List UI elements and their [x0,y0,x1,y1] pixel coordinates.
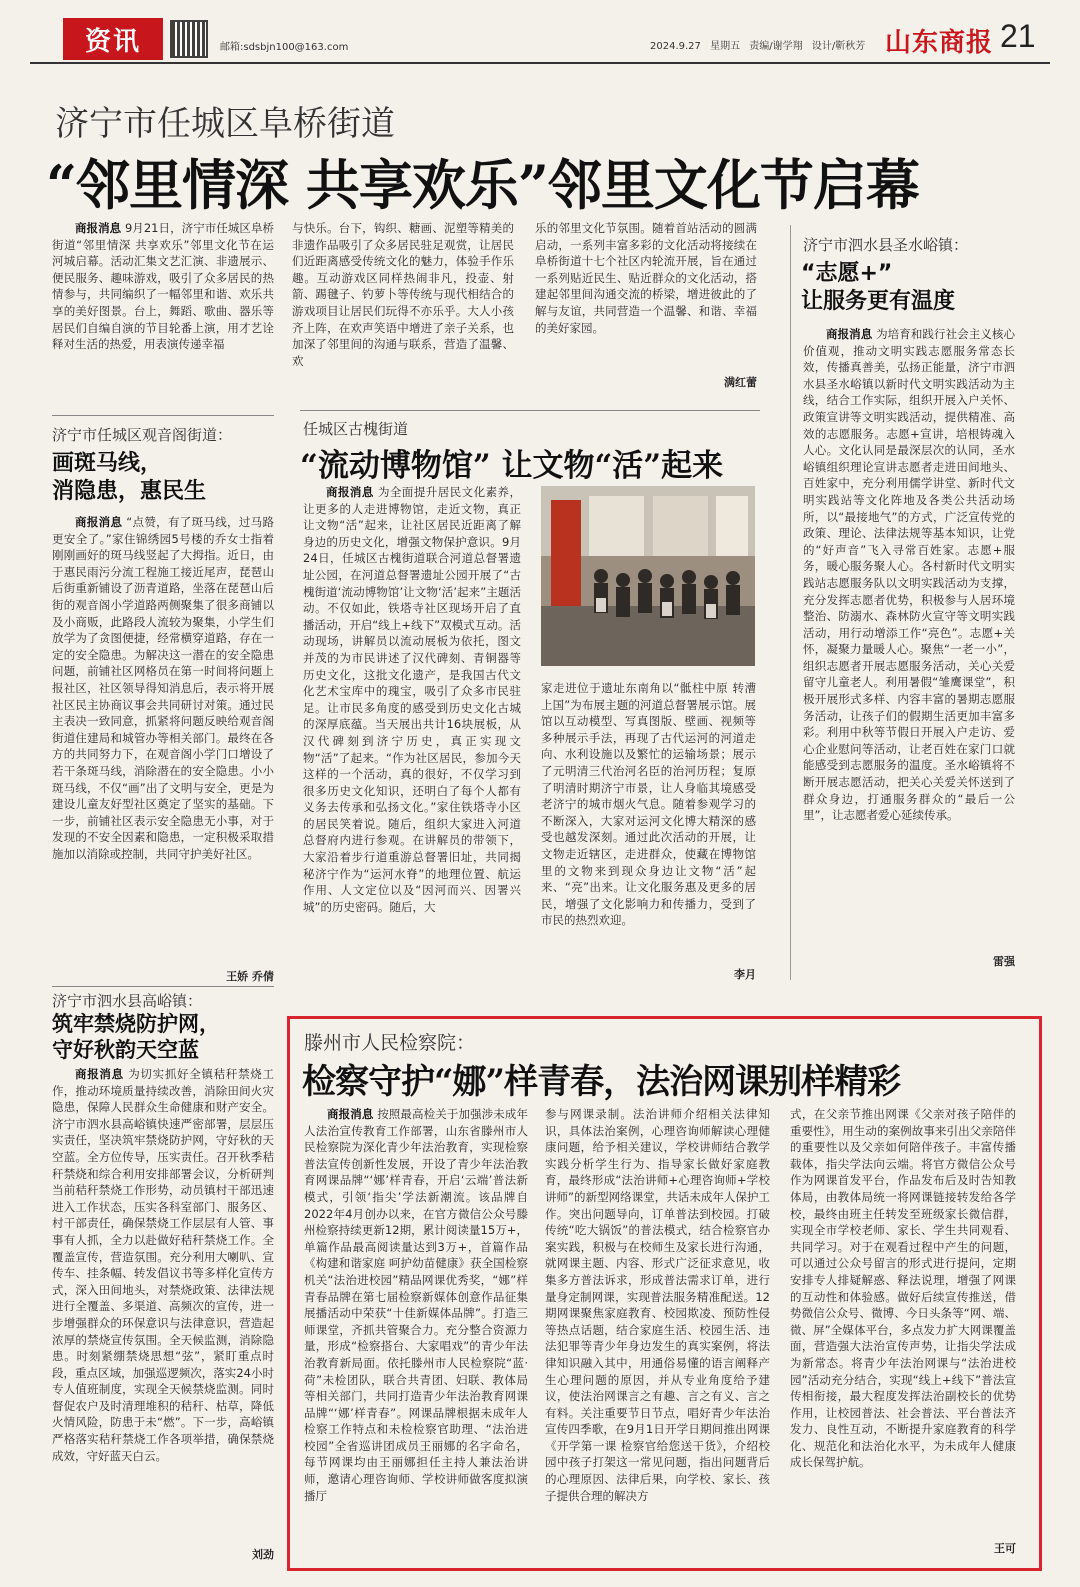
lead-column-2 [292,220,514,400]
procuratorate-text-1: 按照最高检关于加强涉未成年人法治宣传教育工作部署，山东省滕州市人民检察院为深化青少年法治教育，实现检察普法宣传创新性发展，开设了青少年法治教育网课品牌“‘娜’样青春，开启‘云端’普法新模式，引领‘指尖’学法新潮流。该品牌自2022年4月创办以来，在官方微信公众号滕州检察持续更新12期，累计阅读量15万+，单篇作品最高阅读量达到3万+，首篇作品《构建和谐家庭 呵护幼苗健康》获全国检察机关“法治进校园”精品网课优秀奖，“娜”样青春品牌在第七届检察新媒体创意作品征集展播活动中荣获“十佳新媒体品牌”。打造三师课堂，齐抓共管聚合力。充分整合资源力量，形成“检察搭台、大家唱戏”的青少年法治教育新局面。依托滕州市人民检察院“蓝·荷”未检团队，联合共青团、妇联、教体局等相关部门，共同打造青少年法治教育网课品牌“‘娜’样青春”。网课品牌根据未成年人检察工作特点和未检检察官助理、“法治进校园”全省巡讲团成员王丽娜的名字命名，每节网课均由王丽娜担任主持人兼法治讲师，邀请心理咨询师、学校讲师做客度拟演播厅 [304,1107,528,1503]
designer-credit: 设计/靳秋芳 [811,41,866,52]
procuratorate-title: 检察守护“娜”样青春，法治网课别样精彩 [302,1062,901,1102]
zebra-author: 王娇 乔倩 [226,970,274,983]
procuratorate-text-3: 式，在父亲节推出网课《父亲对孩子陪伴的重要性》，用生动的案例故事来引出父亲陪伴的重要性以及父亲如何陪伴孩子。丰富传播载体，指尖学法向云端。将官方微信公众号作为网课首发平台，作品发布后及时告知教体局，由教体局统一将网课链接转发给各学校，最终由班主任转发至班级家长微信群，实现全市学校老师、家长、学生共同观看、共同学习。对于在观看过程中产生的问题，可以通过公众号留言的形式进行提问，定期安排专人排疑解惑、释法说理，增强了网课的互动性和体验感。做好后续宣传推送，借势微信公众号、微博、今日头条等“网、端、微、屏”全媒体平台，多点发力扩大网课覆盖面，营造强大法治宣传声势，让指尖学法成为新常态。将青少年法治网课与“法治进校园”活动充分结合，实现“线上+线下”普法宣传相衔接，最大程度发挥法治副校长的优势作用，让校园普法、社会普法、平台普法齐发力、良性互动，不断提升家庭教育的科学化、规范化和法治化水平，为未成年人健康成长保驾护航。 [790,1107,1016,1470]
museum-text-2: 家走进位于遗址东南角以“骶柱中原 转漕上国”为布展主题的河道总督署展示馆。展馆以互动模型、写真图版、壁画、视频等多种展示手法，再现了古代运河的河道走向、水利设施以及繁忙的运输场景；展示了元明清三代治河名臣的治河历程；复原了明清时期济宁市景，让人身临其境感受老济宁的城市烟火气息。随着参观学习的不断深入，大家对运河文化博大精深的感受也越发深刻。通过此次活动的开展，让文物走近辖区，走进群众，使藏在博物馆里的文物来到现众身边让文物“活”起来、“亮”出来。让文化服务惠及更多的居民，增强了文化影响力和传播力，受到了市民的热烈欢迎。 [541,681,756,928]
fire-title-1: 筑牢禁烧防护网， [52,1012,220,1036]
lead-author: 满红蕾 [724,376,757,389]
fire-author: 刘劲 [252,1548,274,1561]
group-photo-icon [541,486,755,666]
issue-date: 2024.9.27 [650,41,701,52]
zebra-source: 商报消息 [75,515,123,529]
procuratorate-column-1 [304,1106,528,1556]
editor-credit: 责编/谢学翔 [749,41,803,52]
volunteer-kicker: 济宁市泗水县圣水峪镇： [803,236,969,254]
volunteer-source: 商报消息 [826,327,873,341]
lead-text-3: 乐的邻里文化节氛围。随着首站活动的圆满启动，一系列丰富多彩的文化活动将接续在阜桥街道十七个社区内轮流开展，旨在通过一系列贴近民生、贴近群众的文化活动，搭建起邻里间沟通交流的桥梁，增进彼此的了解与友谊，共同营造一个温馨、和谐、幸福的美好家园。 [535,221,757,335]
header-rule [30,62,1050,64]
procuratorate-column-2 [545,1106,770,1556]
zebra-body [52,514,274,964]
volunteer-title-2: 让服务更有温度 [801,289,956,314]
issue-weekday: 星期五 [710,41,741,52]
volunteer-body [803,326,1015,936]
procuratorate-kicker: 滕州市人民检察院： [304,1032,476,1054]
museum-top-rule [300,410,760,411]
section-label: 资讯 [84,26,141,57]
museum-source: 商报消息 [326,485,374,499]
fire-top-rule [52,986,274,987]
zebra-title-1: 画斑马线， [52,451,163,476]
lead-column-1 [52,220,274,400]
qr-code-icon [170,20,208,58]
lead-kicker: 济宁市任城区阜桥街道 [55,104,395,144]
museum-column-2 [541,680,756,965]
fire-text: 为切实抓好全镇秸秆禁烧工作，推动环境质量持续改善，消除田间火灾隐患，保障人民群众生命健康和财产安全。济宁市泗水县高峪镇快速严密部署，层层压实责任，坚决筑牢禁烧防护网，守好秋的天空蓝。全方位传导，压实责任。召开秋季秸秆禁烧和综合利用安排部署会议，分析研判当前秸秆禁烧工作形势，动员镇村干部迅速进入工作状态，压实各科室部门、服务区、村干部责任，确保禁烧工作层层有人管、事事有人抓，全力以赴做好秸秆禁烧工作。全覆盖宣传，营造氛围。充分利用大喇叭、宣传车、挂条幅、转发倡议书等多样化宣传方式，深入田间地头，对禁烧政策、法律法规进行全覆盖、多渠道、高频次的宣传，进一步增强群众的环保意识与法律意识，营造起浓厚的禁烧宣传氛围。全天候监测，消除隐患。时刻紧绷禁烧思想“弦”，紧盯重点时段，重点区域，加强巡逻频次，落实24小时专人值班制度，实现全天候禁烧监测。同时督促农户及时清理堆积的秸秆、枯草，降低火情风险，防患于未“燃”。下一步，高峪镇严格落实秸秆禁烧工作各项举措，确保禁烧成效，守好蓝天白云。 [52,1067,274,1463]
procuratorate-text-2: 参与网课录制。法治讲师介绍相关法律知识，具体法治案例，心理咨询师解读心理健康问题，给予相关建议，学校讲师结合教学实践分析学生行为、指导家长做好家庭教育，最终形成“法治讲师+心理咨询师+学校讲师”的新型网络课堂，共话未成年人保护工作。突出问题导向，订单普法到校园。打破传统“吃大锅饭”的普法模式，结合检察官办案实践，积极与在校师生及家长进行沟通，就网课主题、内容、形式广泛征求意见，收集多方普法诉求，形成普法需求订单，进行量身定制网课，实现普法服务精准配送。12期网课聚焦家庭教育、校园欺凌、预防性侵等热点话题，结合家庭生活、校园生活、违法犯罪等青少年身边发生的真实案例，将法律知识融入其中，用通俗易懂的语言阐释产生心理问题的原因，并从专业角度给予建议，使法治网课言之有趣、言之有义、言之有料。关注重要节日节点，唱好青少年法治宣传四季歌，在9月1日开学日期间推出网课《开学第一课 检察官给您送干货》，介绍校园中孩子打架这一常见问题，指出问题背后的心理原因、法律后果，向学校、家长、孩子提供合理的解决方 [545,1107,770,1503]
museum-author: 李月 [734,968,756,981]
museum-text-1: 为全面提升居民文化素养，让更多的人走进博物馆，走近文物，真正让文物“活”起来，让社区居民近距离了解身边的历史文化，增强文物保护意识。9月24日，任城区古槐街道联合河道总督署遗址公园，在河道总督署遗址公园开展了“古槐街道‘流动博物馆’让文物‘活’起来”主题活动。不仅如此，铁塔寺社区现场开启了直播活动，开启“线上+线下”双模式互动。活动现场，讲解员以流动展板为依托，图文并茂的为市民讲述了汉代碑刻、青铜器等历史文化，这批文化遗产，是我国古代文化艺术宝库中的瑰宝，吸引了众多市民驻足。让市民多角度的感受到历史文化古城的深厚底蕴。当天展出共计16块展板，从汉代碑刻到济宁历史，真正实现文物“活”了起来。“作为社区居民，参加今天这样的一个活动，真的很好，不仅学习到很多历史文化知识，还明白了每个人都有义务去传承和弘扬文化。”家住铁塔寺小区的居民笑着说。随后，组织大家进入河道总督府内进行参观。在讲解员的带领下，大家沿着步行道重游总督署旧址，共同揭秘济宁作为“运河水脊”的地理位置、航运作用、人文定位以及“因河而兴、因署兴城”的历史密码。随后，大 [303,485,521,914]
museum-photo [541,486,755,666]
fire-kicker: 济宁市泗水县高峪镇： [52,992,203,1010]
lead-column-3 [535,220,757,370]
procuratorate-author: 王可 [994,1542,1016,1555]
page-header [30,18,1050,60]
section-badge [63,18,163,60]
zebra-text: “点赞，有了斑马线，过马路更安全了。”家住锦绣园5号楼的乔女士指着刚刚画好的斑马线竖起了大拇指。近日，由于惠民雨污分流工程施工接近尾声，琵琶山后街重新铺设了沥青道路，坐落在琵琶山后街的观音阁小学道路两侧聚集了很多商铺以及小商贩，此路段人流较为聚集，小学生们放学为了贪图便捷，经常横穿道路，存在一定的安全隐患。为解决这一潜在的安全隐患问题，前铺社区网格员在第一时间将问题上报社区，社区领导得知消息后，表示将开展社区民主协商议事会共同研讨对策。通过民主表决一致同意，抓紧将问题反映给观音阁街道住建局和城管办等相关部门。最终在各方的共同努力下，在观音阁小学门口增设了若干条斑马线，消除潜在的安全隐患。小小斑马线，不仅“画”出了文明与安全，更是为建设儿童友好型社区奠定了坚实的基础。下一步，前铺社区表示安全隐患无小事，对于发现的不安全因素和隐患，一定积极采取措施加以消除或控制，共同守护美好社区。 [52,515,274,861]
volunteer-title-1: “志愿+” [801,261,893,286]
lead-text-1: 9月21日，济宁市任城区阜桥街道“邻里情深 共享欢乐”邻里文化节在运河城启幕。活动汇集文艺汇演、非遗展示、便民服务、趣味游戏，吸引了众多居民的热情参与，共同编织了一幅邻里和谐、欢乐共享的美好图景。台上，舞蹈、歌曲、器乐等居民们自编自演的节目轮番上演，用才艺诠释对生活的热爱，用表演传递幸福 [52,221,274,352]
lead-text-2: 与快乐。台下，钩织、糖画、泥塑等精美的非遗作品吸引了众多居民驻足观赏，让居民们近距离感受传统文化的魅力，体验手作乐趣。互动游戏区同样热闹非凡，投壶、射箭、踢毽子、钓萝卜等传统与现代相结合的游戏项目让居民们玩得不亦乐乎。大人小孩齐上阵，在欢声笑语中增进了亲子关系，也加深了邻里间的沟通与联系，营造了温馨、欢 [292,221,514,368]
volunteer-author: 雷强 [993,955,1015,968]
fire-body [52,1066,274,1536]
museum-title: “流动博物馆” 让文物“活”起来 [300,448,724,484]
lead-title: “邻里情深 共享欢乐”邻里文化节启幕 [46,153,919,217]
museum-kicker: 任城区古槐街道 [303,420,409,438]
volunteer-divider [790,225,791,980]
fire-title-2: 守好秋韵天空蓝 [52,1038,199,1062]
paper-name-logo: 山东商报 [885,28,994,58]
museum-column-1 [303,484,521,989]
procuratorate-source: 商报消息 [327,1107,374,1121]
zebra-kicker: 济宁市任城区观音阁街道： [52,426,233,444]
fire-source: 商报消息 [75,1067,124,1081]
zebra-title-2: 消隐患，惠民生 [52,479,207,504]
page-number: 21 [1000,18,1036,54]
lead-source: 商报消息 [75,221,122,235]
zebra-top-rule [52,415,274,416]
header-email: 邮箱:sdsbjn100@163.com [220,42,349,53]
header-meta [650,37,865,52]
procuratorate-column-3 [790,1106,1016,1536]
volunteer-text: 为培育和践行社会主义核心价值观，推动文明实践志愿服务常态长效，传播真善美，弘扬正能量，济宁市泗水县圣水峪镇以新时代文明实践活动为主线，结合工作实际，组织开展入户关怀、政策宣讲等文明实践活动，提供精准、高效的志愿服务。志愿+宣讲，培根铸魂入人心。文化认同是最深层次的认同，圣水峪镇组织理论宣讲志愿者走进田间地头、百姓家中，充分利用儒学讲堂、新时代文明实践站等文化阵地及各类公共活动场所，以“最接地气”的方式，广泛宣传党的政策、理论、法律法规等基本知识，让党的“好声音”飞入寻常百姓家。志愿+服务，暖心服务聚人心。各村新时代文明实践站志愿服务队以文明实践活动为支撑，充分发挥志愿者优势，积极参与人居环境整治、防溺水、森林防火宣守等文明实践活动，用行动增添工作“亮色”。志愿+关怀，凝聚力量暖人心。聚焦“一老一小”，组织志愿者开展志愿服务活动，关心关爱留守儿童老人。利用暑假“雏鹰课堂”，积极开展形式多样、内容丰富的暑期志愿服务活动，让孩子们的假期生活更加丰富多彩。利用中秋等节假日开展入户走访、爱心企业慰问等活动，让老百姓在家门口就能感受到志愿服务的温度。圣水峪镇将不断开展志愿活动，把关心关爱关怀送到了群众身边，打通服务群众的“最后一公里”，让志愿者爱心延续传承。 [803,327,1015,823]
